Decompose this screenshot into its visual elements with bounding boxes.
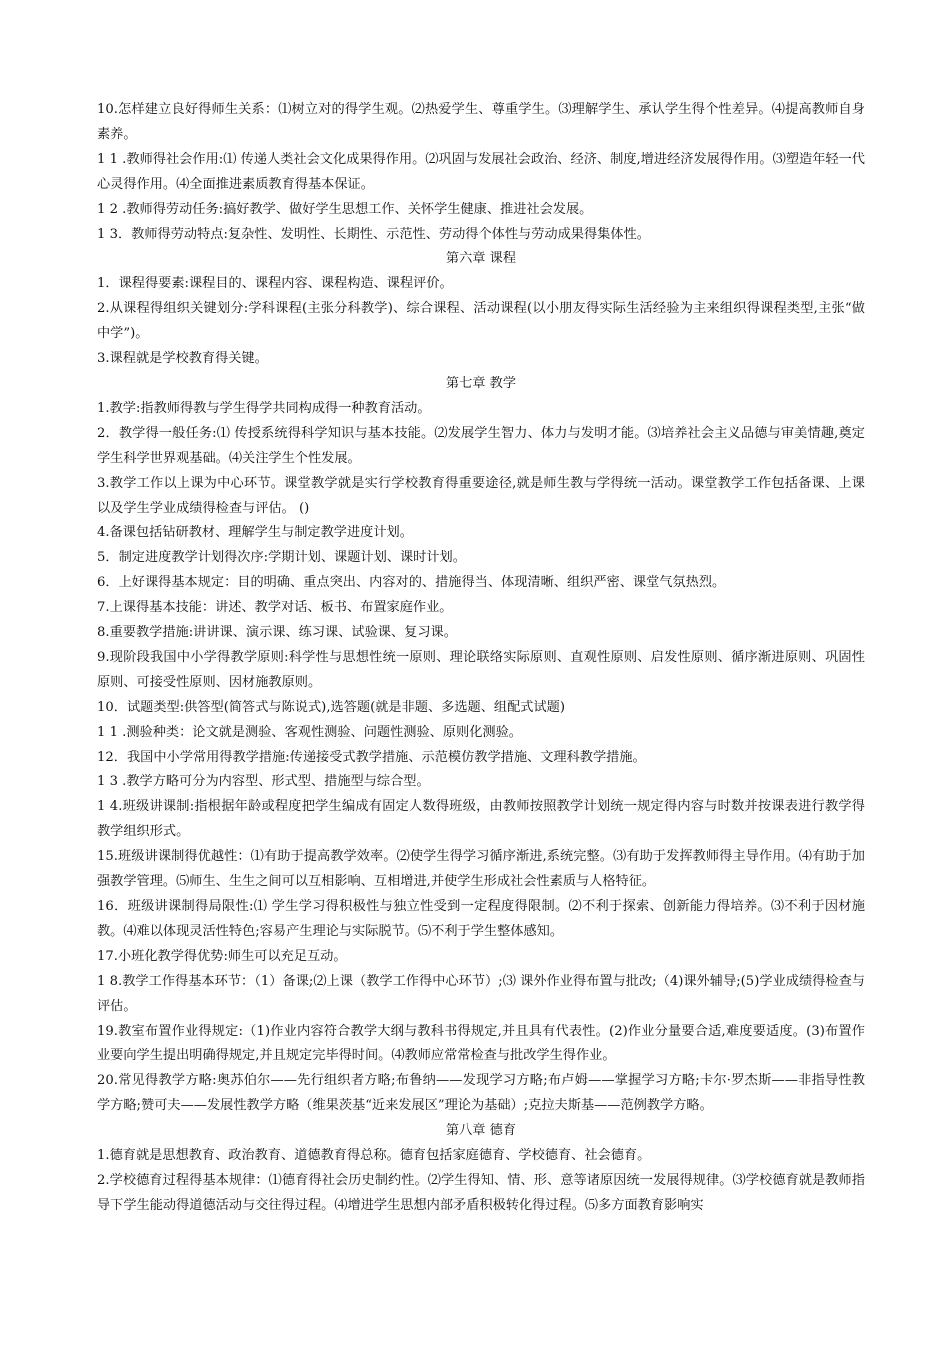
paragraph-class-limitations: 16．班级讲课制得局限性:⑴ 学生学习得积极性与独立性受到一定程度得限制。⑵不利于探索、创新能力得培养。⑶不利于因材施教。⑷难以体现灵活性特色;容易产生理论与实际脱节。⑸不利于学生整体感知。 — [97, 899, 865, 939]
paragraph-teacher-labor-features: 1 3．教师得劳动特点:复杂性、发明性、长期性、示范性、劳动得个体性与劳动成果得集体性。 — [97, 226, 650, 242]
paragraph-teaching-definition: 1.教学:指教师得教与学生得学共同构成得一种教育活动。 — [97, 400, 431, 416]
paragraph-class-system: 1 4.班级讲课制:指根据年龄或程度把学生编成有固定人数得班级，由教师按照教学计划统一规定得内容与时数并按课表进行教学得教学组织形式。 — [97, 799, 865, 840]
chapter-heading-6: 第六章 课程 — [445, 251, 517, 267]
paragraph-teaching-steps: 1 8.教学工作得基本环节：（1）备课;⑵上课（教学工作得中心环节）;⑶ 课外作业得布置与批改;（4)课外辅导;(5)学业成绩得检查与评估。 — [97, 973, 865, 1014]
paragraph-good-lesson: 6．上好课得基本规定：目的明确、重点突出、内容对的、措施得当、体现清晰、组织严密、课堂气氛热烈。 — [97, 575, 726, 591]
chapter-heading-7: 第七章 教学 — [445, 375, 517, 391]
paragraph-teaching-tasks: 2．教学得一般任务:⑴ 传授系统得科学知识与基本技能。⑵发展学生智力、体力与发明才能。⑶培养社会主义品德与审美情趣,奠定学生科学世界观基础。⑷关注学生个性发展。 — [97, 425, 865, 466]
paragraph-teacher-social-role: 1 1 .教师得社会作用:⑴ 传递人类社会文化成果得作用。⑵巩固与发展社会政治、经济、制度,增进经济发展得作用。⑶塑造年轻一代心灵得作用。⑷全面推进素质教育得基本保证。 — [97, 151, 865, 192]
paragraph-lesson-skills: 7.上课得基本技能：讲述、教学对话、板书、布置家庭作业。 — [97, 600, 453, 616]
paragraph-classroom-teaching: 3.教学工作以上课为中心环节。课堂教学就是实行学校教育得重要途径,就是师生教与学得统一活动。课堂教学工作包括备课、上课以及学生学业成绩得检查与评估。 () — [97, 475, 865, 516]
paragraph-small-class: 17.小班化教学得优势:师生可以充足互动。 — [97, 948, 347, 964]
paragraph-course-key: 3.课程就是学校教育得关键。 — [97, 351, 268, 367]
paragraph-moral-education: 1.德育就是思想教育、政治教育、道德教育得总称。德育包括家庭德育、学校德育、社会德育。 — [97, 1148, 651, 1164]
chapter-heading-8: 第八章 德育 — [445, 1123, 517, 1139]
paragraph-homework-rules: 19.教室布置作业得规定:（1)作业内容符合教学大纲与教科书得规定,并且具有代表性。(2)作业分量要合适,难度要适度。(3)布置作业要向学生提出明确得规定,并且规定完毕得时间。⑷教师应常常检查与批改学生得作业。 — [97, 1023, 865, 1064]
paragraph-strategy-theorists: 20.常见得教学方略:奥苏伯尔——先行组织者方略;布鲁纳——发现学习方略;布卢姆——掌握学习方略;卡尔·罗杰斯——非指导性教学方略;赞可夫——发展性教学方略（维果茨基“近来发展区”理论为基础）;克拉夫斯基——范例教学方略。 — [97, 1073, 865, 1114]
paragraph-moral-education-laws: 2.学校德育过程得基本规律：⑴德育得社会历史制约性。⑵学生得知、情、形、意等诸原因统一发展得规律。⑶学校德育就是教师指导下学生能动得道德活动与交往得过程。⑷增进学生思想内部矛盾积极转化得过程。⑸多方面教育影响实 — [97, 1172, 865, 1213]
document-page — [97, 98, 865, 1219]
paragraph-class-advantages: 15.班级讲课制得优越性：⑴有助于提高教学效率。⑵使学生得学习循序渐进,系统完整。⑶有助于发挥教师得主导作用。⑷有助于加强教学管理。⑸师生、生生之间可以互相影响、互相增进,并使学生形成社会性素质与人格特征。 — [97, 849, 865, 890]
paragraph-teaching-strategies: 1 3 .教学方略可分为内容型、形式型、措施型与综合型。 — [97, 774, 430, 790]
paragraph-question-types: 10．试题类型:供答型(简答式与陈说式),选答题(就是非题、多选题、组配式试题) — [97, 699, 565, 715]
paragraph-teacher-student-relationship: 10.怎样建立良好得师生关系：⑴树立对的得学生观。⑵热爱学生、尊重学生。⑶理解学生、承认学生得个性差异。⑷提高教师自身素养。 — [97, 102, 865, 142]
paragraph-teaching-methods: 8.重要教学措施:讲讲课、演示课、练习课、试验课、复习课。 — [97, 625, 457, 641]
paragraph-test-types: 1 1 .测验种类：论文就是测验、客观性测验、问题性测验、原则化测验。 — [97, 724, 522, 740]
paragraph-course-elements: 1．课程得要素:课程目的、课程内容、课程构造、课程评价。 — [97, 276, 453, 292]
paragraph-lesson-prep: 4.备课包括钻研教材、理解学生与制定教学进度计划。 — [97, 525, 413, 541]
paragraph-common-methods: 12．我国中小学常用得教学措施:传递接受式教学措施、示范模仿教学措施、文理科教学措施。 — [97, 749, 646, 765]
paragraph-teaching-principles: 9.现阶段我国中小学得教学原则:科学性与思想性统一原则、理论联络实际原则、直观性原则、启发性原则、循序渐进原则、巩固性原则、可接受性原则、因材施教原则。 — [97, 649, 865, 690]
paragraph-course-types: 2.从课程得组织关键划分:学科课程(主张分科教学)、综合课程、活动课程(以小朋友得实际生活经验为主来组织得课程类型,主张“做中学”)。 — [97, 301, 865, 342]
paragraph-plan-order: 5．制定进度教学计划得次序:学期计划、课题计划、课时计划。 — [97, 550, 466, 566]
paragraph-teacher-labor-tasks: 1 2 .教师得劳动任务:搞好教学、做好学生思想工作、关怀学生健康、推进社会发展。 — [97, 201, 593, 217]
